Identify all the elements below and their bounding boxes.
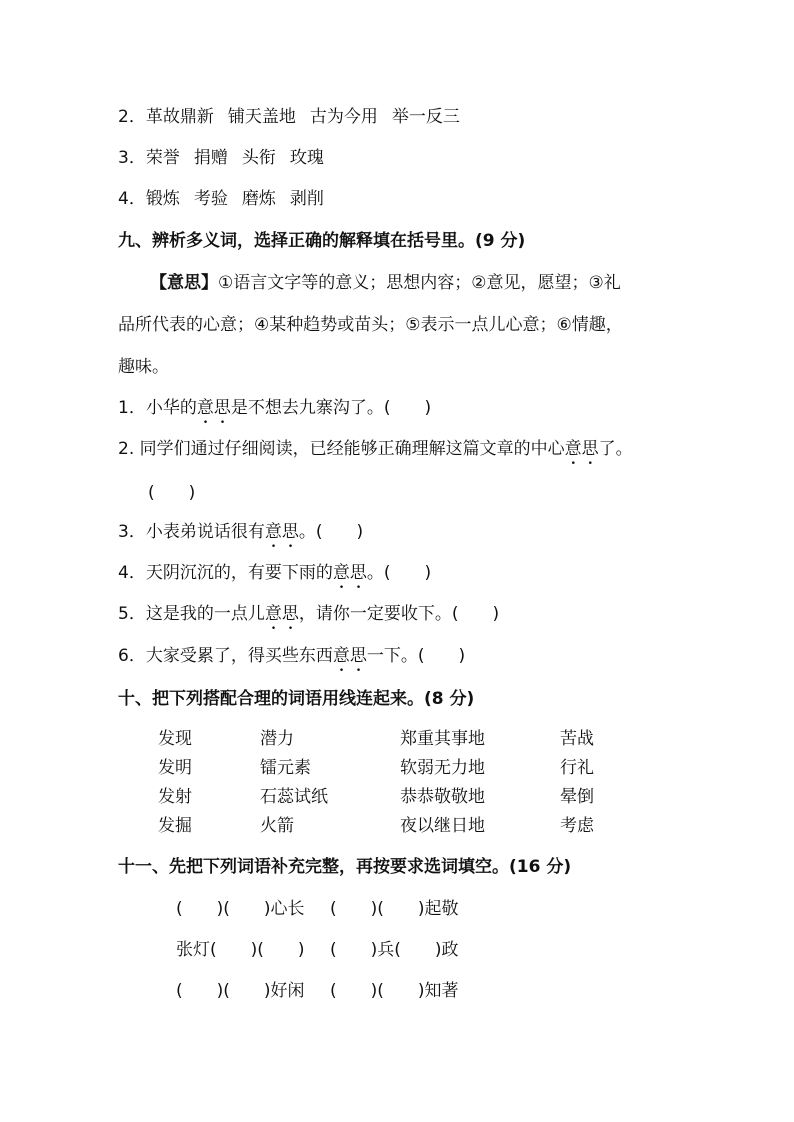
match-word-col2[interactable]: 火箭 [260,816,294,836]
section9-title: 九、辨析多义词，选择正确的解释填在括号里。(9 分) [118,231,526,251]
idiom-fill-blank[interactable]: ( )( )起敬 [330,899,459,919]
idiom-fill-blank[interactable]: ( )( )好闲 [176,981,305,1001]
idiom-fill-blank[interactable]: ( )( )心长 [176,899,305,919]
word: 举一反三 [391,107,460,127]
question-item-5: 5．这是我的一点儿意思，请你一定要收下。( ) [118,604,500,624]
match-word-col2[interactable]: 镭元素 [260,758,311,778]
word: 剥削 [289,189,324,209]
meaning-text: ①语言文字等的意义；思想内容；②意见，愿望；③礼 [218,273,621,293]
question-item-3: 3．小表弟说话很有意思。( ) [118,522,364,542]
row-number: 4． [118,189,146,209]
question-item-6: 6．大家受累了，得买些东西意思一下。( ) [118,646,466,666]
meaning-definitions-line2: 品所代表的心意；④某种趋势或苗头；⑤表示一点儿心意；⑥情趣， [118,315,623,335]
match-word-col3[interactable]: 软弱无力地 [400,758,485,778]
word: 革故鼎新 [145,107,214,127]
match-word-col1[interactable]: 发现 [158,729,192,749]
question-item-4: 4．天阴沉沉的，有要下雨的意思。( ) [118,563,432,583]
match-word-col1[interactable]: 发明 [158,758,192,778]
key-word: 意思 [264,604,299,624]
word-row-4 [118,188,324,210]
word: 捐赠 [193,148,228,168]
key-word: 意思 [332,646,367,666]
match-word-col1[interactable]: 发射 [158,787,192,807]
match-word-col2[interactable]: 石蕊试纸 [260,787,328,807]
meaning-label: 【意思】 [150,273,218,293]
word: 古为今用 [309,107,378,127]
key-word: 意思 [564,439,599,459]
match-word-col2[interactable]: 潜力 [260,729,294,749]
word: 玫瑰 [289,148,324,168]
match-word-col4[interactable]: 行礼 [560,758,594,778]
row-number: 3． [118,148,146,168]
idiom-fill-blank[interactable]: ( )兵( )政 [330,940,459,960]
idiom-fill-blank[interactable]: 张灯( )( ) [176,940,305,960]
match-word-col1[interactable]: 发掘 [158,816,192,836]
key-word: 意思 [264,522,299,542]
key-word: 意思 [332,563,367,583]
word: 荣誉 [145,148,180,168]
match-word-col4[interactable]: 考虑 [560,816,594,836]
match-word-col4[interactable]: 晕倒 [560,787,594,807]
word: 考验 [193,189,228,209]
word: 铺天盖地 [227,107,296,127]
section10-title: 十、把下列搭配合理的词语用线连起来。(8 分) [118,689,475,709]
match-word-col3[interactable]: 夜以继日地 [400,816,485,836]
question-item-1: 1．小华的意思是不想去九寨沟了。( ) [118,398,432,418]
key-word: 意思 [196,398,231,418]
section11-title: 十一、先把下列词语补充完整，再按要求选词填空。(16 分) [118,857,572,877]
match-word-col3[interactable]: 郑重其事地 [400,729,485,749]
meaning-definitions-line3: 趣味。 [118,357,169,377]
word-row-2 [118,106,460,128]
idiom-fill-blank[interactable]: ( )( )知著 [330,981,459,1001]
question-item-2: 2. 同学们通过仔细阅读，已经能够正确理解这篇文章的中心意思了。 [118,439,633,459]
match-word-col3[interactable]: 恭恭敬敬地 [400,787,485,807]
word-row-3 [118,147,324,169]
word: 磨炼 [241,189,276,209]
word: 锻炼 [145,189,180,209]
answer-paren-item-2[interactable]: ( ) [148,483,196,503]
row-number: 2． [118,107,146,127]
meaning-definitions-line1 [150,272,621,294]
word: 头衔 [241,148,276,168]
match-word-col4[interactable]: 苦战 [560,729,594,749]
